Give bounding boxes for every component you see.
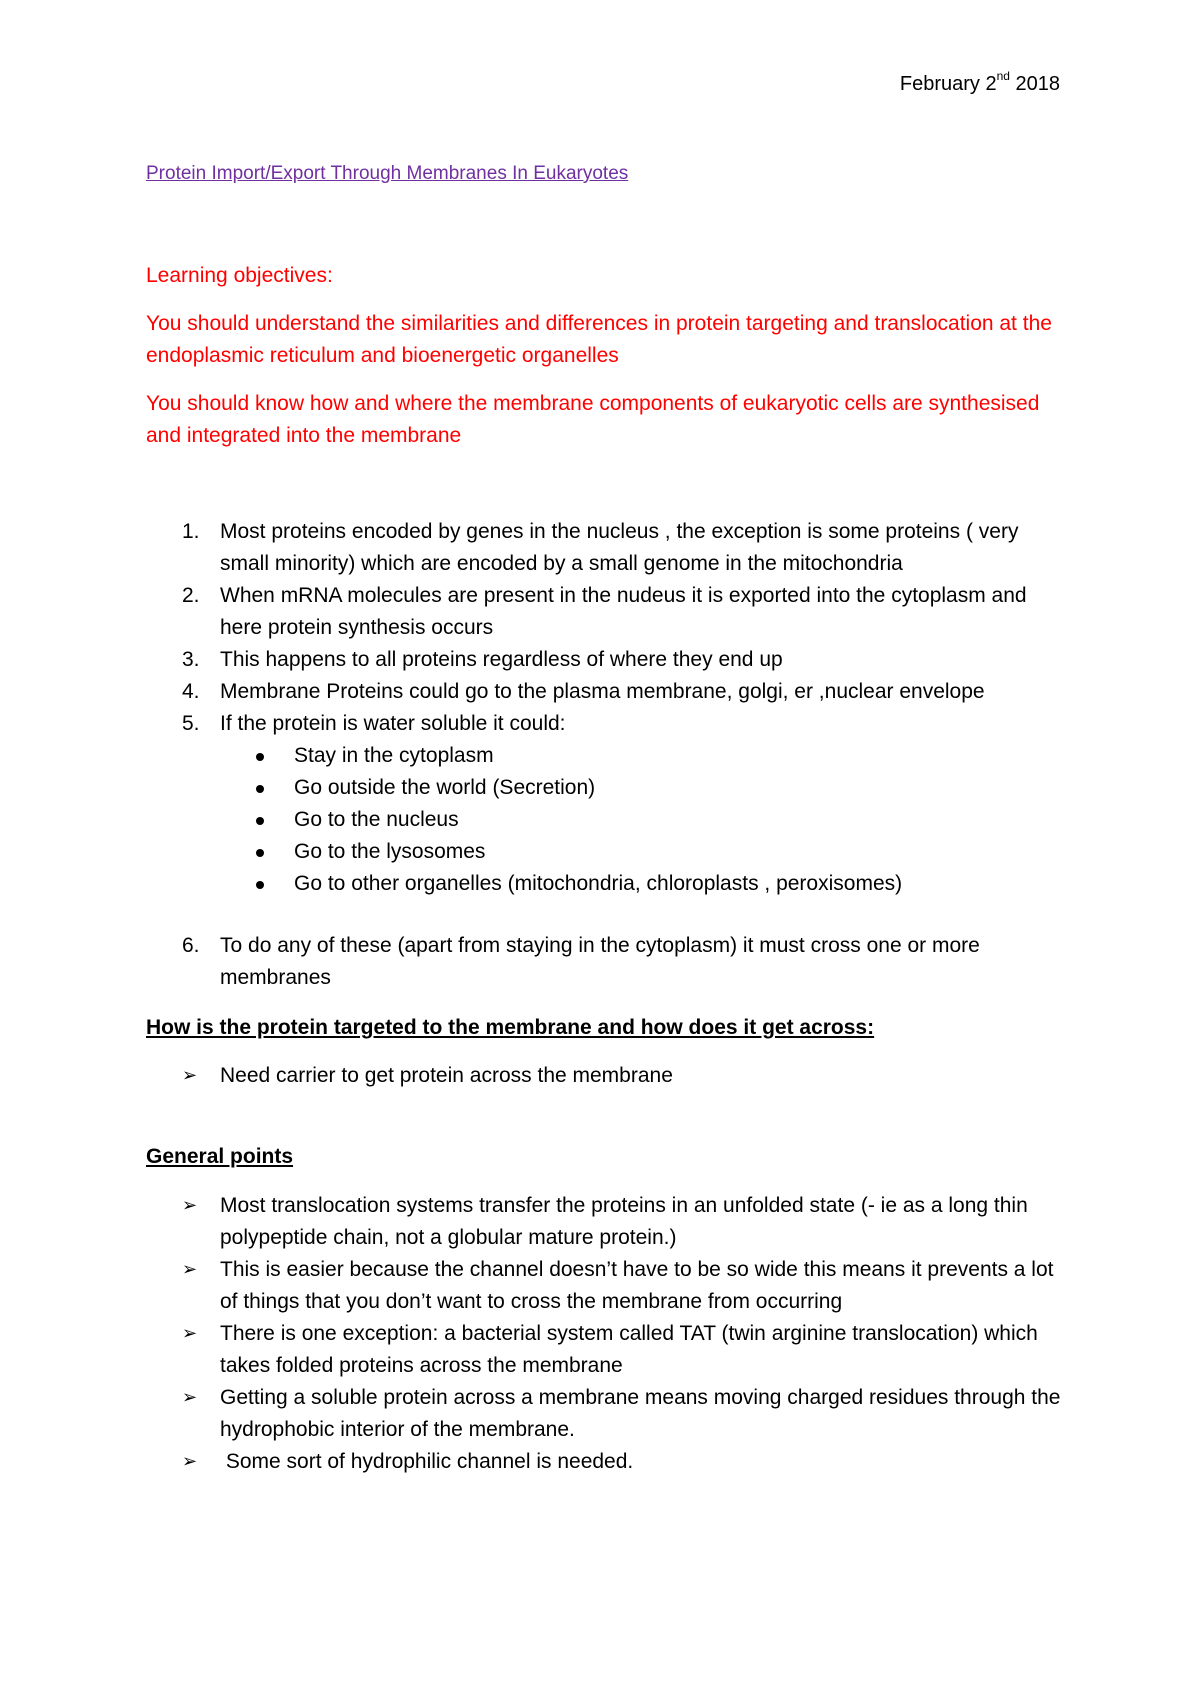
bullet-icon [256, 817, 264, 825]
arrow-item [146, 1190, 1066, 1254]
list-item [146, 644, 1066, 676]
arrow-bullet-icon: ➢ [182, 1387, 198, 1408]
arrow-item [146, 1254, 1066, 1318]
bullet-item [220, 804, 1066, 836]
arrow-item-text: This is easier because the channel doesn’t have to be so wide this means it prevents a lot of things that you don’t want to cross the membrane from occurring [220, 1258, 1054, 1313]
arrow-bullet-icon: ➢ [182, 1323, 198, 1344]
arrow-item-text: Some sort of hydrophilic channel is needed. [220, 1450, 634, 1473]
arrow-bullet-icon: ➢ [182, 1451, 198, 1472]
bullet-list [220, 740, 1066, 900]
list-item [146, 708, 1066, 900]
list-item-6 [146, 930, 1066, 994]
objective-1: You should understand the similarities and differences in protein targeting and translocation at the endoplasmic reticulum and bioenergetic organelles [146, 312, 1052, 367]
list-item [146, 676, 1066, 708]
list-number: 2. [182, 584, 200, 607]
list-item-text: To do any of these (apart from staying in the cytoplasm) it must cross one or more membranes [220, 934, 980, 989]
bullet-text: Go to the lysosomes [294, 840, 486, 863]
list-item-text: When mRNA molecules are present in the nudeus it is exported into the cytoplasm and here protein synthesis occurs [220, 584, 1027, 639]
section-heading-general-points: General points [146, 1145, 294, 1168]
document-title: Protein Import/Export Through Membranes In Eukaryotes [146, 163, 629, 184]
objective-2: You should know how and where the membrane components of eukaryotic cells are synthesised and integrated into the membrane [146, 392, 1040, 447]
bullet-icon [256, 785, 264, 793]
bullet-item [220, 836, 1066, 868]
bullet-icon [256, 849, 264, 857]
list-item-text: Most proteins encoded by genes in the nucleus , the exception is some proteins ( very small minority) which are encoded by a small genome in the mitochondria [220, 520, 1019, 575]
objectives-heading: Learning objectives: [146, 264, 333, 287]
arrow-list-general-points [146, 1190, 1066, 1478]
bullet-text: Go to other organelles (mitochondria, chloroplasts , peroxisomes) [294, 872, 903, 895]
arrow-item-text: Most translocation systems transfer the proteins in an unfolded state (- ie as a long thin polypeptide chain, not a globular mature protein.) [220, 1194, 1028, 1249]
arrow-bullet-icon: ➢ [182, 1065, 198, 1086]
list-item-text: Membrane Proteins could go to the plasma membrane, golgi, er ,nuclear envelope [220, 680, 985, 703]
list-item-text: This happens to all proteins regardless of where they end up [220, 648, 783, 671]
arrow-item [146, 1318, 1066, 1382]
list-number: 5. [182, 712, 200, 735]
arrow-bullet-icon: ➢ [182, 1259, 198, 1280]
learning-objectives [146, 260, 1066, 468]
arrow-item [146, 1060, 1066, 1092]
arrow-item [146, 1382, 1066, 1446]
bullet-icon [256, 881, 264, 889]
date-text: February 2 [899, 73, 997, 95]
list-item [146, 516, 1066, 580]
bullet-text: Stay in the cytoplasm [294, 744, 494, 767]
numbered-list [146, 516, 1066, 900]
bullet-item [220, 740, 1066, 772]
document-date [900, 70, 1060, 98]
list-item-text: If the protein is water soluble it could: [220, 712, 566, 735]
arrow-item-text: Getting a soluble protein across a membrane means moving charged residues through the hydrophobic interior of the membrane. [220, 1386, 1061, 1441]
list-number: 6. [182, 934, 200, 957]
date-year: 2018 [1009, 73, 1060, 95]
bullet-icon [256, 753, 264, 761]
bullet-item [220, 868, 1066, 900]
list-number: 4. [182, 680, 200, 703]
arrow-item-text: Need carrier to get protein across the membrane [220, 1064, 673, 1087]
bullet-text: Go to the nucleus [294, 808, 459, 831]
section-heading-targeting: How is the protein targeted to the membrane and how does it get across: [146, 1016, 875, 1039]
list-item [146, 580, 1066, 644]
list-number: 3. [182, 648, 200, 671]
arrow-item-text: There is one exception: a bacterial system called TAT (twin arginine translocation) which takes folded proteins across the membrane [220, 1322, 1038, 1377]
bullet-text: Go outside the world (Secretion) [294, 776, 596, 799]
arrow-item [146, 1446, 1066, 1478]
arrow-list-targeting [146, 1060, 1066, 1092]
date-suffix: nd [996, 69, 1010, 84]
list-number: 1. [182, 520, 200, 543]
bullet-item [220, 772, 1066, 804]
arrow-bullet-icon: ➢ [182, 1195, 198, 1216]
